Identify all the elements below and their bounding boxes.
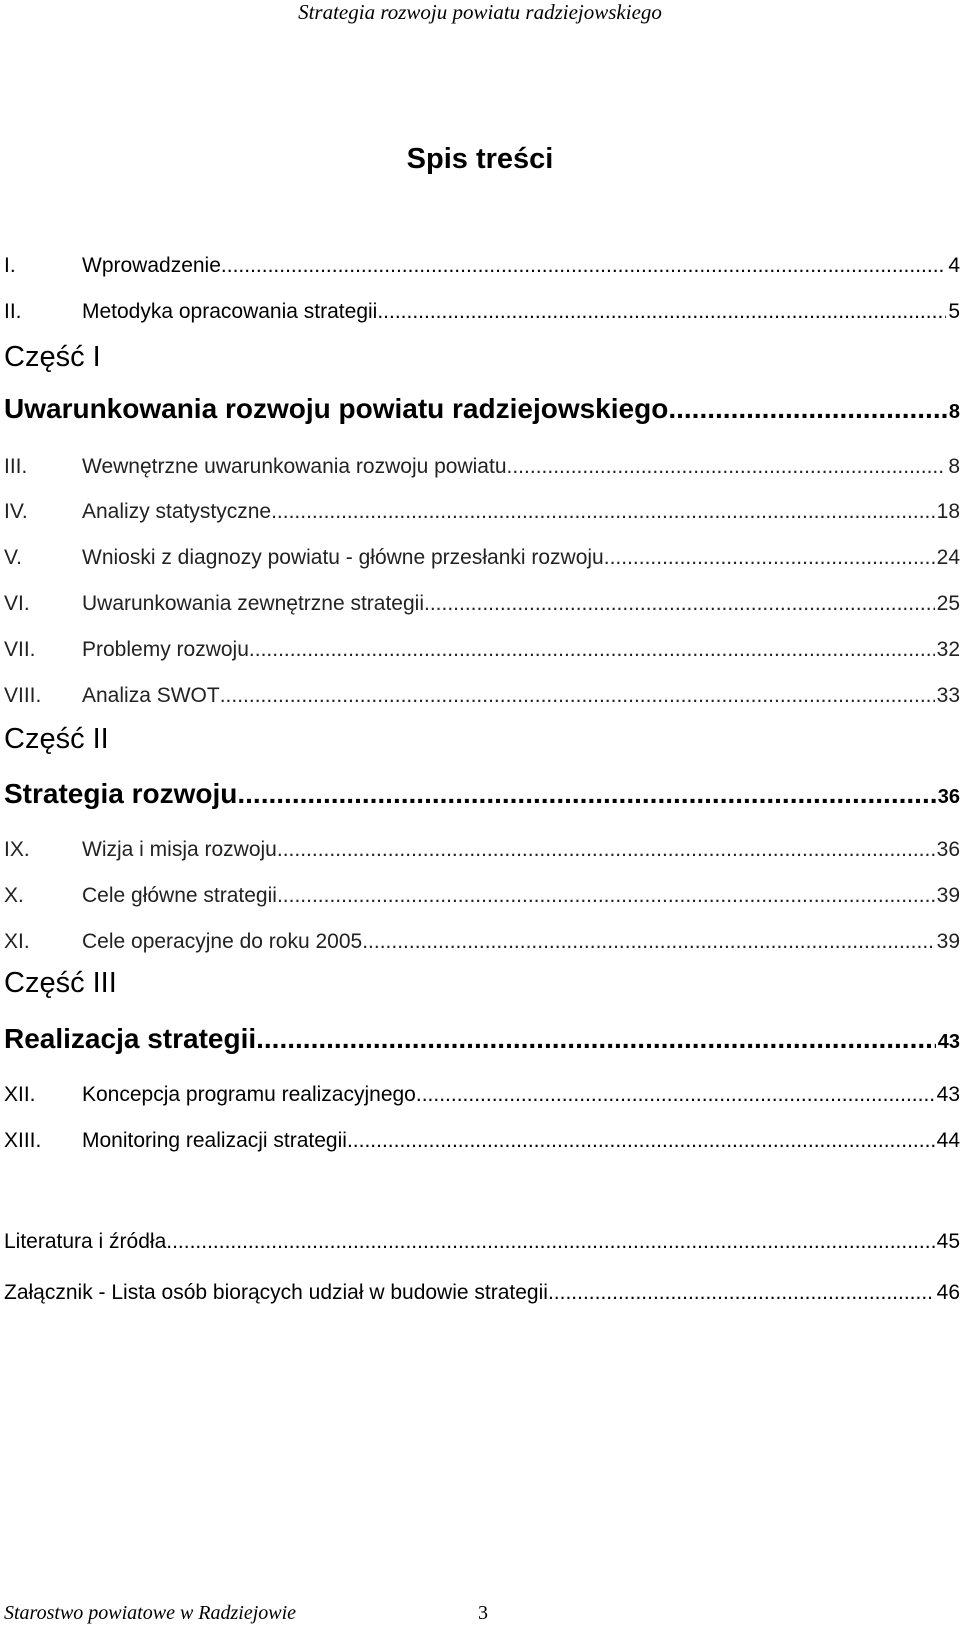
leader-dots — [362, 930, 934, 954]
entry-number: X. — [4, 884, 24, 907]
entry-label: Analiza SWOT — [82, 684, 220, 707]
entry-number: XII. — [4, 1083, 36, 1106]
toc-entry-metodyka[interactable] — [4, 300, 960, 334]
entry-label: Cele główne strategii — [82, 884, 277, 907]
footer-office: Starostwo powiatowe w Radziejowie — [4, 1602, 297, 1624]
entry-label: Uwarunkowania zewnętrzne strategii — [82, 592, 424, 615]
entry-page: 39 — [936, 884, 960, 907]
toc-entry[interactable] — [4, 500, 960, 534]
entry-page: 39 — [936, 930, 960, 953]
entry-label: Wizja i misja rozwoju — [82, 838, 277, 861]
toc-title: Spis treści — [406, 143, 554, 175]
entry-page: 36 — [936, 838, 960, 861]
leader-dots — [277, 838, 935, 862]
entry-label: Monitoring realizacji strategii — [82, 1129, 347, 1152]
footer-page-number: 3 — [478, 1602, 488, 1624]
entry-page: 8 — [948, 455, 960, 478]
toc-entry[interactable] — [4, 1129, 960, 1163]
part-heading-page: 43 — [937, 1031, 960, 1053]
entry-page: 4 — [948, 254, 960, 277]
leader-dots — [249, 638, 935, 662]
leader-dots — [166, 1230, 934, 1254]
leader-dots — [604, 546, 935, 570]
part-label: Część II — [4, 723, 109, 755]
leader-dots — [507, 455, 947, 479]
entry-label: Koncepcja programu realizacyjnego — [82, 1083, 416, 1106]
entry-number: VI. — [4, 592, 30, 615]
part-heading[interactable] — [4, 1023, 960, 1067]
entry-number: XIII. — [4, 1129, 42, 1152]
entry-number: XI. — [4, 930, 30, 953]
entry-page: 43 — [936, 1083, 960, 1106]
entry-label: Analizy statystyczne. — [82, 500, 277, 523]
entry-number: IX. — [4, 838, 30, 861]
leader-dots — [277, 884, 935, 908]
entry-page: 25 — [936, 592, 960, 615]
leader-dots — [220, 684, 935, 708]
entry-label: Literatura i źródła — [4, 1230, 167, 1253]
toc-entry[interactable] — [4, 1083, 960, 1117]
leader-dots — [221, 254, 946, 278]
toc-entry[interactable] — [4, 455, 960, 489]
entry-number: II. — [4, 300, 22, 323]
part-heading-label: Strategia rozwoju — [4, 778, 238, 809]
leader-dots — [277, 500, 935, 524]
part-heading-label: Realizacja strategii — [4, 1023, 257, 1054]
toc-entry-wprowadzenie[interactable] — [4, 254, 960, 288]
entry-number: III. — [4, 455, 28, 478]
part-label: Część III — [4, 967, 117, 999]
entry-label: Problemy rozwoju — [82, 638, 249, 661]
part-heading-label: Uwarunkowania rozwoju powiatu radziejowskiego — [4, 393, 669, 424]
toc-entry[interactable] — [4, 930, 960, 964]
entry-page: 24 — [936, 546, 960, 569]
entry-number: V. — [4, 546, 22, 569]
leader-dots — [237, 778, 935, 810]
entry-label: Wewnętrzne uwarunkowania rozwoju powiatu — [82, 455, 507, 478]
toc-entry[interactable] — [4, 638, 960, 672]
entry-number: VII. — [4, 638, 36, 661]
entry-page: 32 — [936, 638, 960, 661]
entry-page: 46 — [936, 1281, 960, 1304]
toc-entry-literatura[interactable] — [4, 1230, 960, 1264]
toc-entry-zalacznik[interactable] — [4, 1281, 960, 1315]
leader-dots — [377, 300, 946, 324]
part-label: Część I — [4, 341, 101, 373]
entry-number: IV. — [4, 500, 28, 523]
entry-number: VIII. — [4, 684, 42, 707]
leader-dots — [416, 1083, 935, 1107]
toc-entry[interactable] — [4, 684, 960, 718]
part-heading-page: 8 — [948, 401, 960, 423]
leader-dots — [256, 1023, 936, 1055]
running-header: Strategia rozwoju powiatu radziejowskiego — [298, 0, 662, 24]
entry-label: Wprowadzenie — [82, 254, 221, 277]
entry-page: 44 — [936, 1129, 960, 1152]
part-heading[interactable] — [4, 778, 960, 822]
part-heading-page: 36 — [937, 786, 960, 808]
leader-dots — [347, 1129, 935, 1153]
toc-entry[interactable] — [4, 592, 960, 626]
entry-label: Wnioski z diagnozy powiatu - główne przesłanki rozwoju — [82, 546, 604, 569]
entry-label: Metodyka opracowania strategii — [82, 300, 378, 323]
leader-dots — [548, 1281, 935, 1305]
toc-entry[interactable] — [4, 838, 960, 872]
toc-entry[interactable] — [4, 546, 960, 580]
part-heading[interactable] — [4, 393, 960, 437]
toc-entry[interactable] — [4, 884, 960, 918]
entry-number: I. — [4, 254, 16, 277]
entry-page: 18 — [936, 500, 960, 523]
entry-page: 33 — [936, 684, 960, 707]
leader-dots — [424, 592, 935, 616]
leader-dots — [668, 393, 947, 425]
entry-page: 5 — [948, 300, 960, 323]
entry-label: Cele operacyjne do roku 2005 — [82, 930, 363, 953]
entry-page: 45 — [936, 1230, 960, 1253]
entry-label: Załącznik - Lista osób biorących udział w budowie strategii — [4, 1281, 548, 1304]
